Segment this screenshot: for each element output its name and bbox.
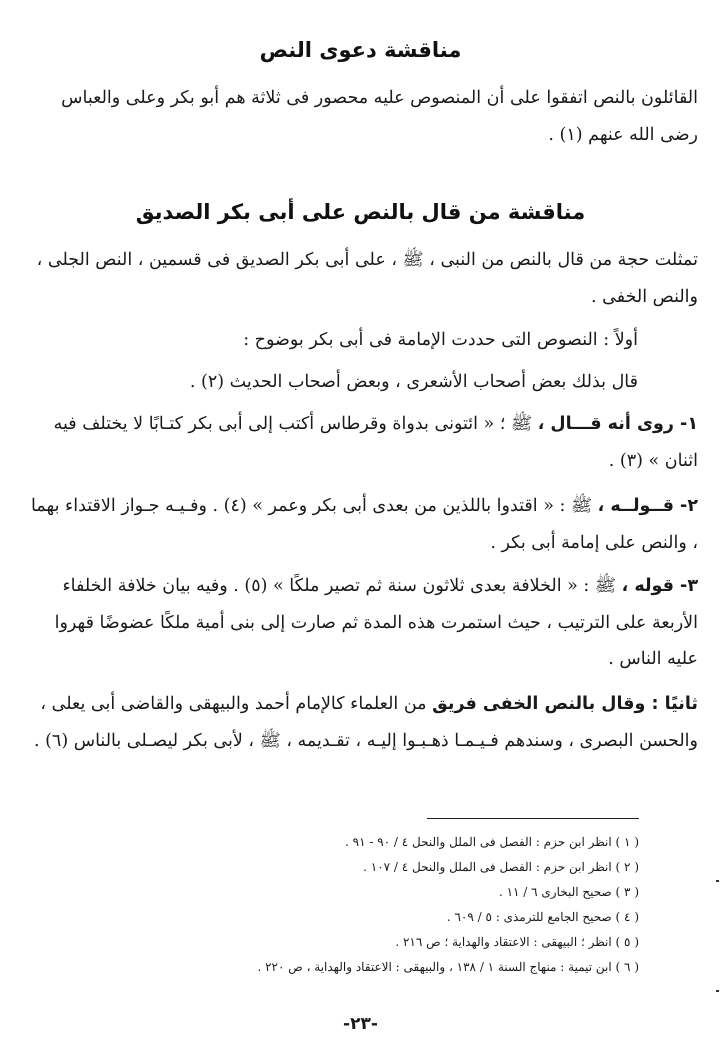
list-item-3 [22, 568, 698, 678]
footnote-divider [427, 818, 639, 819]
paragraph-second-body: من العلماء كالإمام أحمد والبيهقى والقاضى أبى يعلى ، والحسن البصرى ، وسندهم فـيـمـا ذهـبـوا إليـه ، تقـديمه ، ﷺ ، لأبى بكر ليصـلى بالناس (٦) . [33, 694, 698, 751]
list-item-2-text: ﷺ : « اقتدوا باللذين من بعدى أبى بكر وعمر » (٤) . وفـيـه جـواز الاقتداء بهما ، والنص على إمامة أبى بكر . [31, 496, 698, 553]
section-heading-abu-bakr-text: مناقشة من قال بالنص على أبى بكر الصديق [135, 200, 586, 224]
footnote-3: ( ٣ ) صحيح البخارى ٦ / ١١ . [498, 885, 639, 899]
footnote-6: ( ٦ ) ابن تيمية : منهاج السنة ١ / ١٣٨ ، والبيهقى : الاعتقاد والهداية ، ص ٢٢٠ . [257, 960, 639, 974]
scan-edge-mark-lower [716, 990, 719, 992]
list-item-1-lead: ١- روى أنه قـــال ، [537, 414, 698, 434]
list-item-3-lead: ٣- قوله ، [621, 576, 698, 596]
list-item-3-text: ﷺ : « الخلافة بعدى ثلاثون سنة ثم تصير ملكًا » (٥) . وفيه بيان خلافة الخلفاء الأربعة على الترتيب ، حيث استمرت هذه المدة ثم صارت إلى بنى أمية ملكًا عضوضًا قهروا عليه الناس . [54, 576, 698, 669]
list-item-2-lead: ٢- قــولــه ، [597, 496, 698, 516]
list-item-1-text: ﷺ ؛ « ائتونى بدواة وقرطاس أكتب إلى أبى بكر كتـابًا لا يختلف فيه اثنان » (٣) . [53, 414, 698, 471]
footnote-4: ( ٤ ) صحيح الجامع للترمذى : ٥ / ٦٠٩ . [446, 910, 639, 924]
list-item-2 [22, 488, 698, 561]
paragraph-who-said-it: قال بذلك بعض أصحاب الأشعرى ، وبعض أصحاب الحديث (٢) . [189, 372, 638, 392]
section-heading-text-claim-discussion: مناقشة دعوى النص [259, 38, 462, 62]
footnote-1: ( ١ ) انظر ابن حزم : الفصل فى الملل والنحل ٤ / ٩٠ - ٩١ . [345, 835, 639, 849]
scan-edge-mark [716, 880, 719, 882]
paragraph-intro: القائلون بالنص اتفقوا على أن المنصوص عليه محصور فى ثلاثة هم أبو بكر وعلى والعباس رضى الله عنهم (١) . [61, 88, 698, 145]
paragraph-second-implicit-text [22, 686, 698, 759]
paragraph-first-explicit-texts: أولاً : النصوص التى حددت الإمامة فى أبى بكر بوضوح : [243, 330, 638, 350]
paragraph-second-lead: ثانيًا : وقال بالنص الخفى فريق [432, 694, 698, 714]
list-item-1 [22, 406, 698, 479]
footnote-2: ( ٢ ) انظر ابن حزم : الفصل فى الملل والنحل ٤ / ١٠٧ . [363, 860, 639, 874]
paragraph-argument-two-parts: تمثلت حجة من قال بالنص من النبى ، ﷺ ، على أبى بكر الصديق فى قسمين ، النص الجلى ، والنص الخفى . [36, 250, 698, 307]
page-number: -٢٣- [343, 1014, 378, 1034]
footnote-5: ( ٥ ) انظر ؛ البيهقى : الاعتقاد والهداية ؛ ص ٢١٦ . [395, 935, 639, 949]
